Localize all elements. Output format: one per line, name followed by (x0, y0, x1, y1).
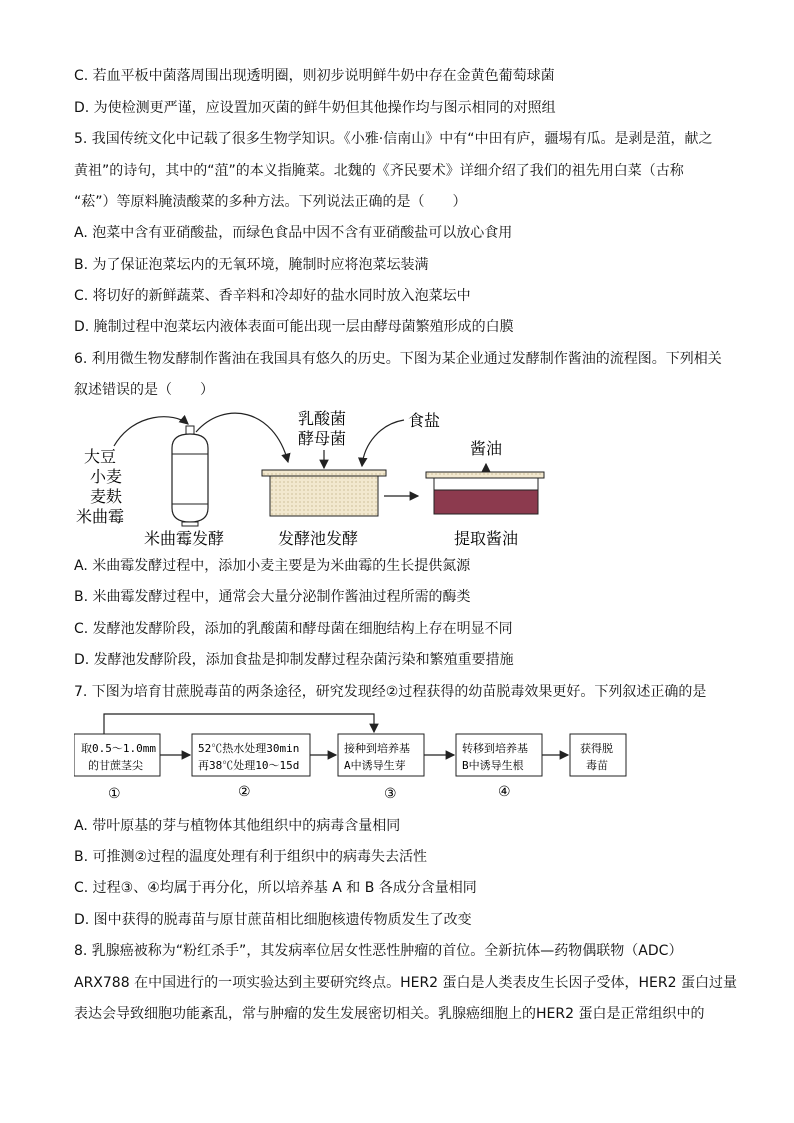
step-2-line-1: 52℃热水处理30min (198, 742, 300, 755)
question-5-line-3: “菘”）等原料腌渍酸菜的多种方法。下列说法正确的是（ ） (74, 194, 467, 210)
bypass-arrow (104, 714, 374, 734)
fermentation-pool-icon (262, 470, 386, 516)
step-1-line-1: 取0.5～1.0mm (81, 742, 156, 755)
step-4-line-1: 转移到培养基 (462, 742, 528, 755)
caption-extract-soy-sauce: 提取酱油 (454, 529, 519, 548)
caption-pool-fermentation: 发酵池发酵 (278, 529, 359, 548)
arrow-to-pool (196, 413, 288, 462)
fermenter-tank-icon (172, 426, 208, 526)
question-7-line-1: 7. 下图为培育甘蔗脱毒苗的两条途径，研究发现经②过程获得的幼苗脱毒效果更好。下列叙述正确的是 (74, 684, 707, 700)
q6-option-d: D. 发酵池发酵阶段，添加食盐是抑制发酵过程杂菌污染和繁殖重要措施 (74, 652, 514, 668)
label-lactic-bacteria: 乳酸菌 (298, 409, 347, 428)
q7-option-c: C. 过程③、④均属于再分化，所以培养基 A 和 B 各成分含量相同 (74, 880, 477, 896)
step-5-line-1: 获得脱 (580, 742, 613, 755)
step-number-2: ② (238, 784, 251, 800)
question-8-line-3: 表达会导致细胞功能紊乱，常与肿瘤的发生发展密切相关。乳腺癌细胞上的HER2 蛋白是正常组织中的 (74, 1006, 705, 1022)
q6-option-c: C. 发酵池发酵阶段，添加的乳酸菌和酵母菌在细胞结构上存在明显不同 (74, 621, 513, 637)
q5-option-c: C. 将切好的新鲜蔬菜、香辛料和冷却好的盐水同时放入泡菜坛中 (74, 288, 471, 304)
q6-option-b: B. 米曲霉发酵过程中，通常会大量分泌制作酱油过程所需的酶类 (74, 589, 471, 605)
q7-option-d: D. 图中获得的脱毒苗与原甘蔗苗相比细胞核遗传物质发生了改变 (74, 912, 472, 928)
arrow-salt (362, 420, 404, 466)
line-d-option-prev: D. 为使检测更严谨，应设置加灭菌的鲜牛奶但其他操作均与图示相同的对照组 (74, 100, 556, 116)
raw-material-bran: 麦麸 (90, 487, 123, 506)
question-6-line-2: 叙述错误的是（ ） (74, 382, 214, 398)
q7-option-a: A. 带叶原基的芽与植物体其他组织中的病毒含量相同 (74, 818, 401, 834)
soy-sauce-process-figure (74, 404, 594, 550)
step-number-4: ④ (498, 784, 511, 800)
extraction-pool-icon (426, 472, 544, 514)
question-6-line-1: 6. 利用微生物发酵制作酱油在我国具有悠久的历史。下图为某企业通过发酵制作酱油的流程图。下列相关 (74, 351, 722, 367)
question-8-line-2: ARX788 在中国进行的一项实验达到主要研究终点。HER2 蛋白是人类表皮生长因子受体，HER2 蛋白过量 (74, 975, 737, 991)
q7-option-b: B. 可推测②过程的温度处理有利于组织中的病毒失去活性 (74, 849, 428, 865)
step-3-line-1: 接种到培养基 (344, 742, 410, 755)
q5-option-b: B. 为了保证泡菜坛内的无氧环境，腌制时应将泡菜坛装满 (74, 257, 429, 273)
raw-material-wheat: 小麦 (90, 467, 123, 486)
q5-option-d: D. 腌制过程中泡菜坛内液体表面可能出现一层由酵母菌繁殖形成的白膜 (74, 319, 514, 335)
step-number-3: ③ (384, 786, 397, 802)
step-number-1: ① (108, 786, 121, 802)
step-2-line-2: 再38℃处理10～15d (198, 759, 300, 772)
sugarcane-detox-figure (74, 710, 634, 806)
label-yeast: 酵母菌 (298, 429, 347, 448)
caption-koji-fermentation: 米曲霉发酵 (144, 529, 225, 548)
step-5-line-2: 毒苗 (586, 759, 608, 772)
label-soy-sauce: 酱油 (470, 439, 503, 458)
label-salt: 食盐 (408, 411, 441, 430)
q6-option-a: A. 米曲霉发酵过程中，添加小麦主要是为米曲霉的生长提供氮源 (74, 558, 471, 574)
step-4-line-2: B中诱导生根 (462, 759, 524, 772)
question-8-line-1: 8. 乳腺癌被称为“粉红杀手”，其发病率位居女性恶性肿瘤的首位。全新抗体—药物偶联物（ADC） (74, 943, 683, 959)
step-1-line-2: 的甘蔗茎尖 (88, 759, 143, 772)
line-c-option-prev: C. 若血平板中菌落周围出现透明圈，则初步说明鲜牛奶中存在金黄色葡萄球菌 (74, 68, 555, 84)
raw-material-soybean: 大豆 (84, 447, 117, 466)
question-5-line-1: 5. 我国传统文化中记载了很多生物学知识。《小雅·信南山》中有“中田有庐，疆埸有瓜。是剥是菹，献之 (74, 131, 713, 147)
step-3-line-2: A中诱导生芽 (344, 759, 406, 772)
question-5-line-2: 黄祖”的诗句，其中的“菹”的本义指腌菜。北魏的《齐民要术》详细介绍了我们的祖先用白菜（古称 (74, 163, 684, 179)
q5-option-a: A. 泡菜中含有亚硝酸盐，而绿色食品中因不含有亚硝酸盐可以放心食用 (74, 225, 513, 241)
raw-material-koji-mold: 米曲霉 (76, 507, 125, 526)
